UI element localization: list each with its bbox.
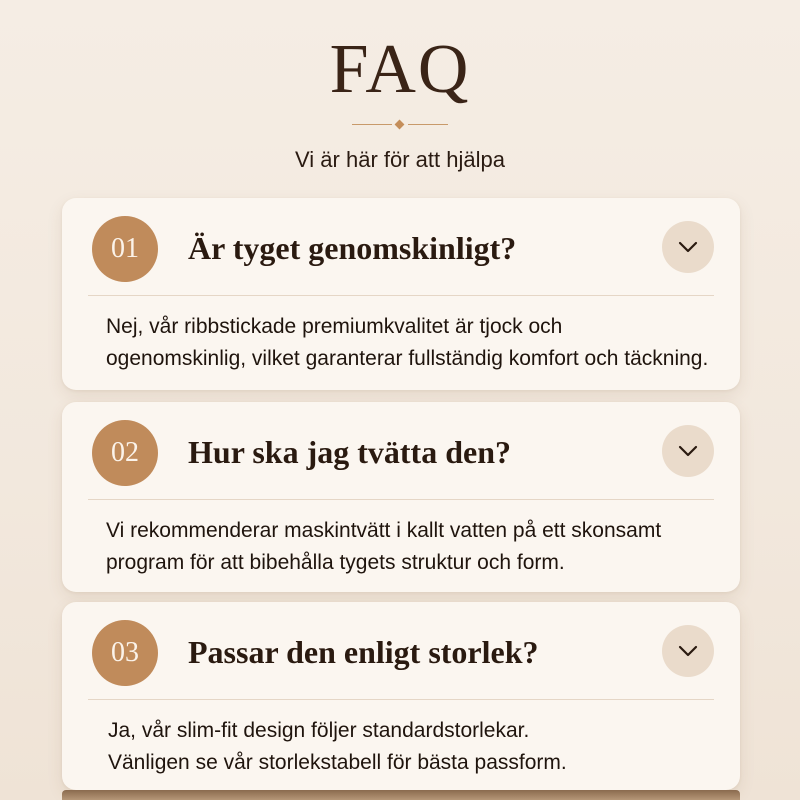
faq-question[interactable]: Passar den enligt storlek? (188, 634, 539, 670)
faq-answer (106, 515, 736, 579)
faq-question[interactable]: Är tyget genomskinligt? (188, 230, 517, 266)
faq-toggle-button[interactable] (662, 221, 714, 273)
divider-line-left (352, 124, 392, 125)
faq-answer-line: Vänligen se vår storlekstabell för bästa passform. (108, 751, 567, 774)
faq-separator (88, 295, 714, 296)
faq-separator (88, 499, 714, 500)
faq-answer-line: Vi rekommenderar maskintvätt i kallt vatten på ett skonsamt (106, 519, 662, 542)
faq-header (0, 0, 800, 190)
chevron-down-icon (677, 240, 699, 254)
faq-toggle-button[interactable] (662, 625, 714, 677)
faq-item-1 (62, 198, 740, 390)
faq-question[interactable]: Hur ska jag tvätta den? (188, 434, 511, 470)
title-divider (352, 119, 448, 131)
faq-answer-line: Nej, vår ribbstickade premiumkvalitet är tjock och (106, 315, 563, 338)
chevron-down-icon (677, 444, 699, 458)
faq-answer (108, 715, 738, 779)
faq-answer (106, 311, 736, 375)
faq-number-badge: 02 (92, 420, 158, 486)
faq-toggle-button[interactable] (662, 425, 714, 477)
faq-answer-line: program för att bibehålla tygets struktur och form. (106, 551, 565, 574)
next-card-edge (62, 790, 740, 800)
page-title: FAQ (329, 31, 471, 108)
faq-answer-line: ogenomskinlig, vilket garanterar fullständig komfort och täckning. (106, 347, 709, 370)
faq-answer-line: Ja, vår slim-fit design följer standardstorlekar. (108, 719, 530, 742)
diamond-ornament-icon (395, 120, 405, 130)
faq-separator (88, 699, 714, 700)
faq-item-3 (62, 602, 740, 790)
divider-line-right (408, 124, 448, 125)
faq-number-badge: 03 (92, 620, 158, 686)
page-subtitle: Vi är här för att hjälpa (295, 147, 505, 172)
chevron-down-icon (677, 644, 699, 658)
faq-number-badge: 01 (92, 216, 158, 282)
faq-item-2 (62, 402, 740, 592)
